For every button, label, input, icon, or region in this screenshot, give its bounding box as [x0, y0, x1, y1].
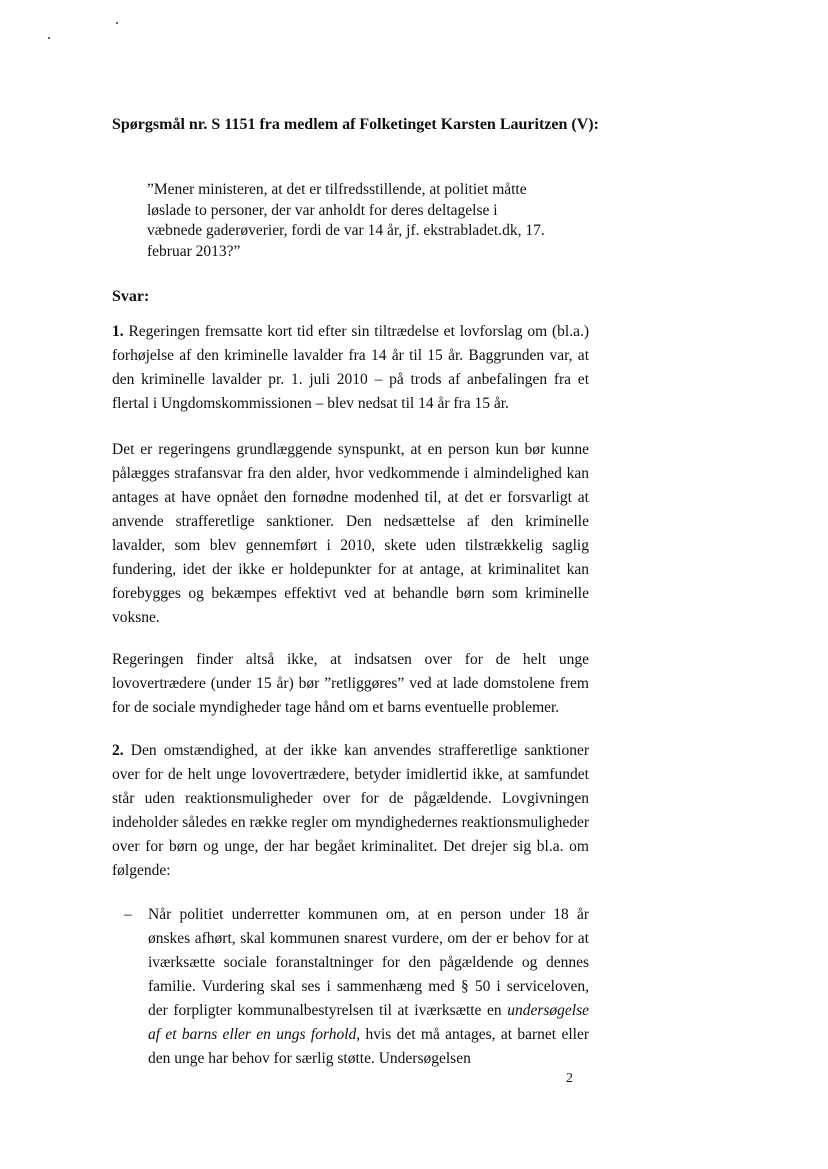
- scan-speck: [116, 22, 118, 24]
- paragraph-2: Det er regeringens grundlæggende synspunkt, at en person kun bør kunne pålægges strafansvar fra den alder, hvor vedkommende i almindelighed kan antages at have opnået den fornødne modenhed til, at det er forsvarligt at anvende strafferetlige sanktioner. Den nedsættelse af den kriminelle lavalder, som blev gennemført i 2010, skete uden tilstrækkelig saglig fundering, idet der ikke er holdepunkter for at antage, at kriminalitet kan forebygges og bekæmpes effektivt ved at behandle børn som kriminelle voksne.: [112, 441, 589, 626]
- dash-bullet-icon: –: [124, 906, 132, 923]
- paragraph-1: [112, 320, 589, 416]
- question-quote: ”Mener ministeren, at det er tilfredsstillende, at politiet måtte løslade to personer, der var anholdt for deres deltagelse i væbnede gaderøverier, fordi de var 14 år, jf. ekstrabladet.dk, 17. februar 2013?”: [147, 181, 545, 260]
- bullet-text-italic: undersøgelse af et barns eller en ungs forhold: [148, 1002, 589, 1043]
- bullet-text: [148, 903, 589, 1071]
- scan-speck: [48, 37, 50, 39]
- bullet-text-part: , hvis det må antages, at barnet eller den unge har behov for særlig støtte. Undersøgelsen: [148, 1026, 589, 1067]
- paragraph-text: Den omstændighed, at der ikke kan anvendes strafferetlige sanktioner over for de helt unge lovovertrædere, betyder imidlertid ikke, at samfundet står uden reaktionsmuligheder over for de pågældende. Lovgivningen indeholder således en række regler om myndighedernes reaktionsmuligheder over for børn og unge, der har begået kriminalitet. Det drejer sig bl.a. om følgende:: [112, 742, 589, 879]
- paragraph-3: Regeringen finder altså ikke, at indsatsen over for de helt unge lovovertrædere (under 15 år) bør ”retliggøres” ved at lade domstolene frem for de sociale myndigheder tage hånd om et barns eventuelle problemer.: [112, 651, 589, 716]
- question-heading: Spørgsmål nr. S 1151 fra medlem af Folketinget Karsten Lauritzen (V):: [112, 116, 599, 133]
- answer-label: Svar:: [112, 288, 150, 305]
- page-number: 2: [566, 1071, 573, 1086]
- bullet-text-part: Når politiet underretter kommunen om, at en person under 18 år ønskes afhørt, skal kommunen snarest vurdere, om der er behov for at iværksætte sociale foranstaltninger for den pågældende og dennes familie. Vurdering skal ses i sammenhæng med § 50 i serviceloven, der forpligter kommunalbestyrelsen til at iværksætte en: [148, 906, 589, 1019]
- paragraph-4: [112, 739, 589, 883]
- paragraph-text: Regeringen fremsatte kort tid efter sin tiltrædelse et lovforslag om (bl.a.) forhøjelse af den kriminelle lavalder fra 14 år til 15 år. Baggrunden var, at den kriminelle lavalder pr. 1. juli 2010 – på trods af anbefalingen fra et flertal i Ungdomskommissionen – blev nedsat til 14 år fra 15 år.: [112, 323, 589, 412]
- paragraph-number: 1.: [112, 323, 124, 340]
- paragraph-number: 2.: [112, 742, 124, 759]
